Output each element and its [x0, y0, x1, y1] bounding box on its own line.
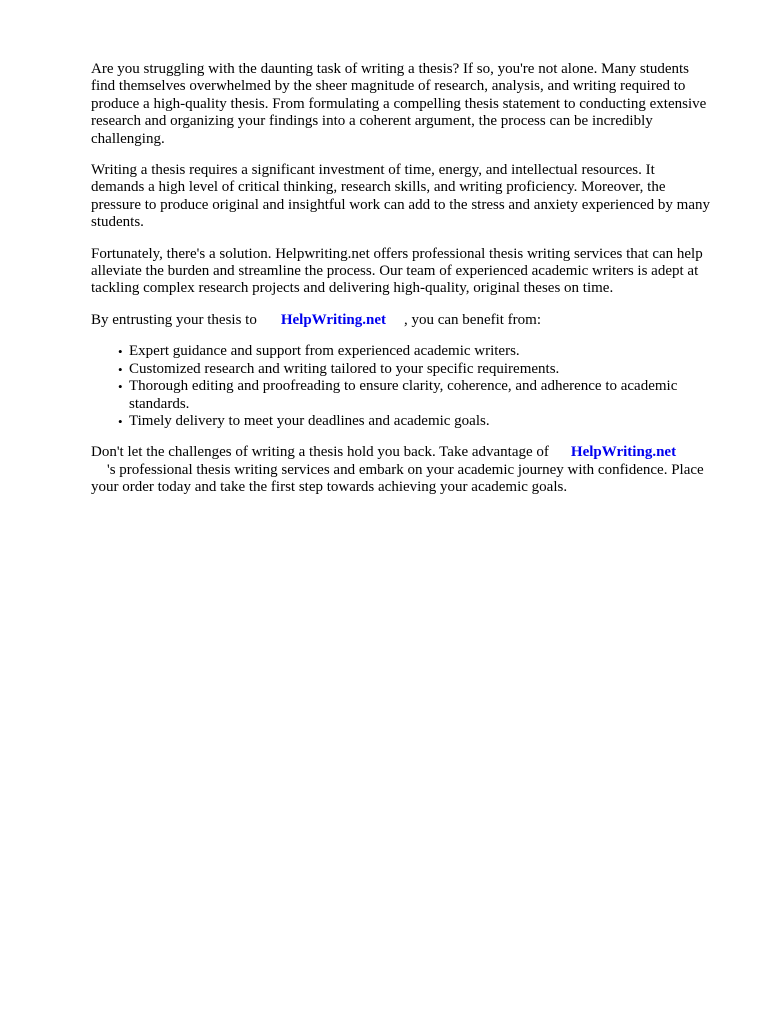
- list-item-text: Timely delivery to meet your deadlines and academic goals.: [129, 412, 490, 429]
- helpwriting-link-closing[interactable]: HelpWriting.net: [570, 444, 677, 461]
- list-item: [118, 360, 711, 378]
- list-item-text: Expert guidance and support from experienced academic writers.: [129, 343, 520, 360]
- challenge-paragraph: Writing a thesis requires a significant investment of time, energy, and intellectual resources. It demands a high level of critical thinking, research skills, and writing proficiency. Moreover, the pressure to produce original and insightful work can add to the stress and anxiety experienced by many students.: [91, 162, 710, 231]
- bullet-icon: •: [118, 413, 123, 429]
- benefit-intro-text: By entrusting your thesis to: [91, 311, 257, 328]
- intro-paragraph: Are you struggling with the daunting task of writing a thesis? If so, you're not alone. Many students find themselves overwhelmed by the sheer magnitude of research, analysis, and writing required to produce a high-quality thesis. From formulating a compelling thesis statement to conducting extensive research and organizing your findings into a coherent argument, the process can be incredibly challenging.: [91, 61, 707, 147]
- list-item-text: Thorough editing and proofreading to ensure clarity, coherence, and adherence to academic standards.: [129, 378, 678, 412]
- bullet-icon: •: [118, 379, 123, 395]
- list-item: [118, 412, 711, 430]
- closing-text: Don't let the challenges of writing a thesis hold you back. Take advantage of: [91, 444, 549, 461]
- solution-paragraph: Fortunately, there's a solution. Helpwriting.net offers professional thesis writing services that can help alleviate the burden and streamline the process. Our team of experienced academic writers is adept at tackling complex research projects and delivering high-quality, original theses on time.: [91, 245, 703, 297]
- bullet-icon: •: [118, 361, 123, 377]
- closing-paragraph: [91, 444, 711, 496]
- bullet-icon: •: [118, 344, 123, 360]
- benefit-intro-paragraph: [91, 312, 711, 329]
- document-page: [91, 61, 711, 511]
- benefits-list: [91, 343, 711, 430]
- benefit-intro-tail: , you can benefit from:: [403, 311, 542, 328]
- helpwriting-link[interactable]: HelpWriting.net: [280, 311, 386, 328]
- list-item-text: Customized research and writing tailored to your specific requirements.: [129, 360, 560, 377]
- list-item: [118, 343, 711, 360]
- closing-tail: 's professional thesis writing services and embark on your academic journey with confidence. Place your order today and take the first step towards achieving your academic goals.: [91, 461, 704, 496]
- list-item: [118, 378, 711, 413]
